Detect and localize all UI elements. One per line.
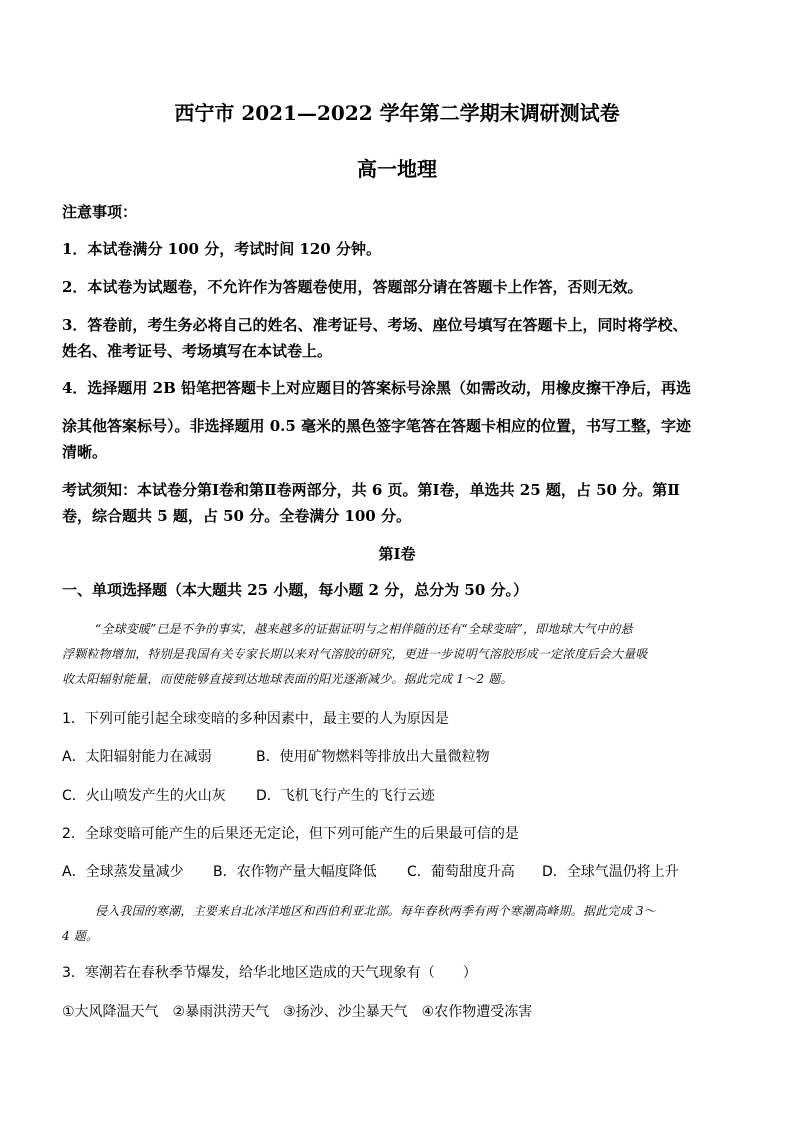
question-2-stem: 2．全球变暗可能产生的后果还无定论，但下列可能产生的后果最可信的是	[62, 826, 519, 842]
notice-heading: 注意事项：	[62, 203, 138, 221]
material-1-line-1: “全球变暖”已是不争的事实，越来越多的证据证明与之相伴随的还有“全球变暗”，即地球大气中的悬	[95, 622, 633, 636]
material-1-line-3: 收太阳辐射能量，而使能够直接到达地球表面的阳光逐渐减少。据此完成 1～2 题。	[62, 672, 513, 686]
exam-note-line-1: 考试须知：本试卷分第Ⅰ卷和第Ⅱ卷两部分，共 6 页。第Ⅰ卷，单选共 25 题，占 50 分。第Ⅱ	[62, 481, 680, 499]
notice-item-3-line-1: 3．答卷前，考生务必将自己的姓名、准考证号、考场、座位号填写在答题卡上，同时将学校、	[62, 316, 688, 334]
section-heading: 一、单项选择题（本大题共 25 小题，每小题 2 分，总分为 50 分。）	[62, 581, 529, 599]
option-1c: C．火山喷发产生的火山灰	[62, 788, 226, 804]
notice-item-3-line-2: 姓名、准考证号、考场填写在本试卷上。	[62, 342, 333, 360]
question-1-options-row-1	[62, 746, 490, 766]
notice-item-2: 2．本试卷为试题卷，不允许作为答题卷使用，答题部分请在答题卡上作答，否则无效。	[62, 278, 643, 296]
option-1a: A．太阳辐射能力在减弱	[62, 749, 212, 765]
option-1d: D．飞机飞行产生的飞行云迹	[256, 788, 435, 804]
notice-item-4-line-3: 清晰。	[62, 443, 108, 461]
exam-title: 西宁市 2021—2022 学年第二学期末调研测试卷	[174, 101, 620, 125]
option-1b: B．使用矿物燃料等排放出大量微粒物	[256, 749, 490, 765]
option-2a: A．全球蒸发量减少	[62, 864, 184, 880]
question-3-stem: 3．寒潮若在春秋季节爆发，给华北地区造成的天气现象有（ ）	[62, 965, 477, 981]
option-2b: B．农作物产量大幅度降低	[213, 864, 377, 880]
question-3-choices: ①大风降温天气 ②暴雨洪涝天气 ③扬沙、沙尘暴天气 ④农作物遭受冻害	[62, 1004, 533, 1020]
material-2-line-2: 4 题。	[62, 929, 99, 943]
part-1-title: 第Ⅰ卷	[378, 545, 416, 563]
subject-title: 高一地理	[357, 157, 437, 181]
notice-item-4-line-1: 4．选择题用 2B 铅笔把答题卡上对应题目的答案标号涂黑（如需改动，用橡皮擦干净后，再选	[62, 379, 692, 397]
exam-note-line-2: 卷，综合题共 5 题，占 50 分。全卷满分 100 分。	[62, 507, 411, 525]
notice-item-4-line-2: 涂其他答案标号）。非选择题用 0.5 毫米的黑色签字笔答在答题卡相应的位置，书写工整，字迹	[62, 417, 692, 435]
option-2d: D．全球气温仍将上升	[542, 864, 679, 880]
material-1-line-2: 浮颗粒物增加，特别是我国有关专家长期以来对气溶胶的研究，更进一步说明气溶胶形成一定浓度后会大量吸	[62, 647, 648, 661]
notice-item-1: 1．本试卷满分 100 分，考试时间 120 分钟。	[62, 240, 381, 258]
question-2-options	[62, 861, 679, 881]
question-1-stem: 1．下列可能引起全球变暗的多种因素中，最主要的人为原因是	[62, 711, 449, 727]
question-1-options-row-2	[62, 785, 435, 805]
option-2c: C．葡萄甜度升高	[407, 864, 515, 880]
material-2-line-1: 侵入我国的寒潮，主要来自北冰洋地区和西伯利亚北部。每年春秋两季有两个寒潮高峰期。据此完成 3～	[95, 904, 656, 918]
